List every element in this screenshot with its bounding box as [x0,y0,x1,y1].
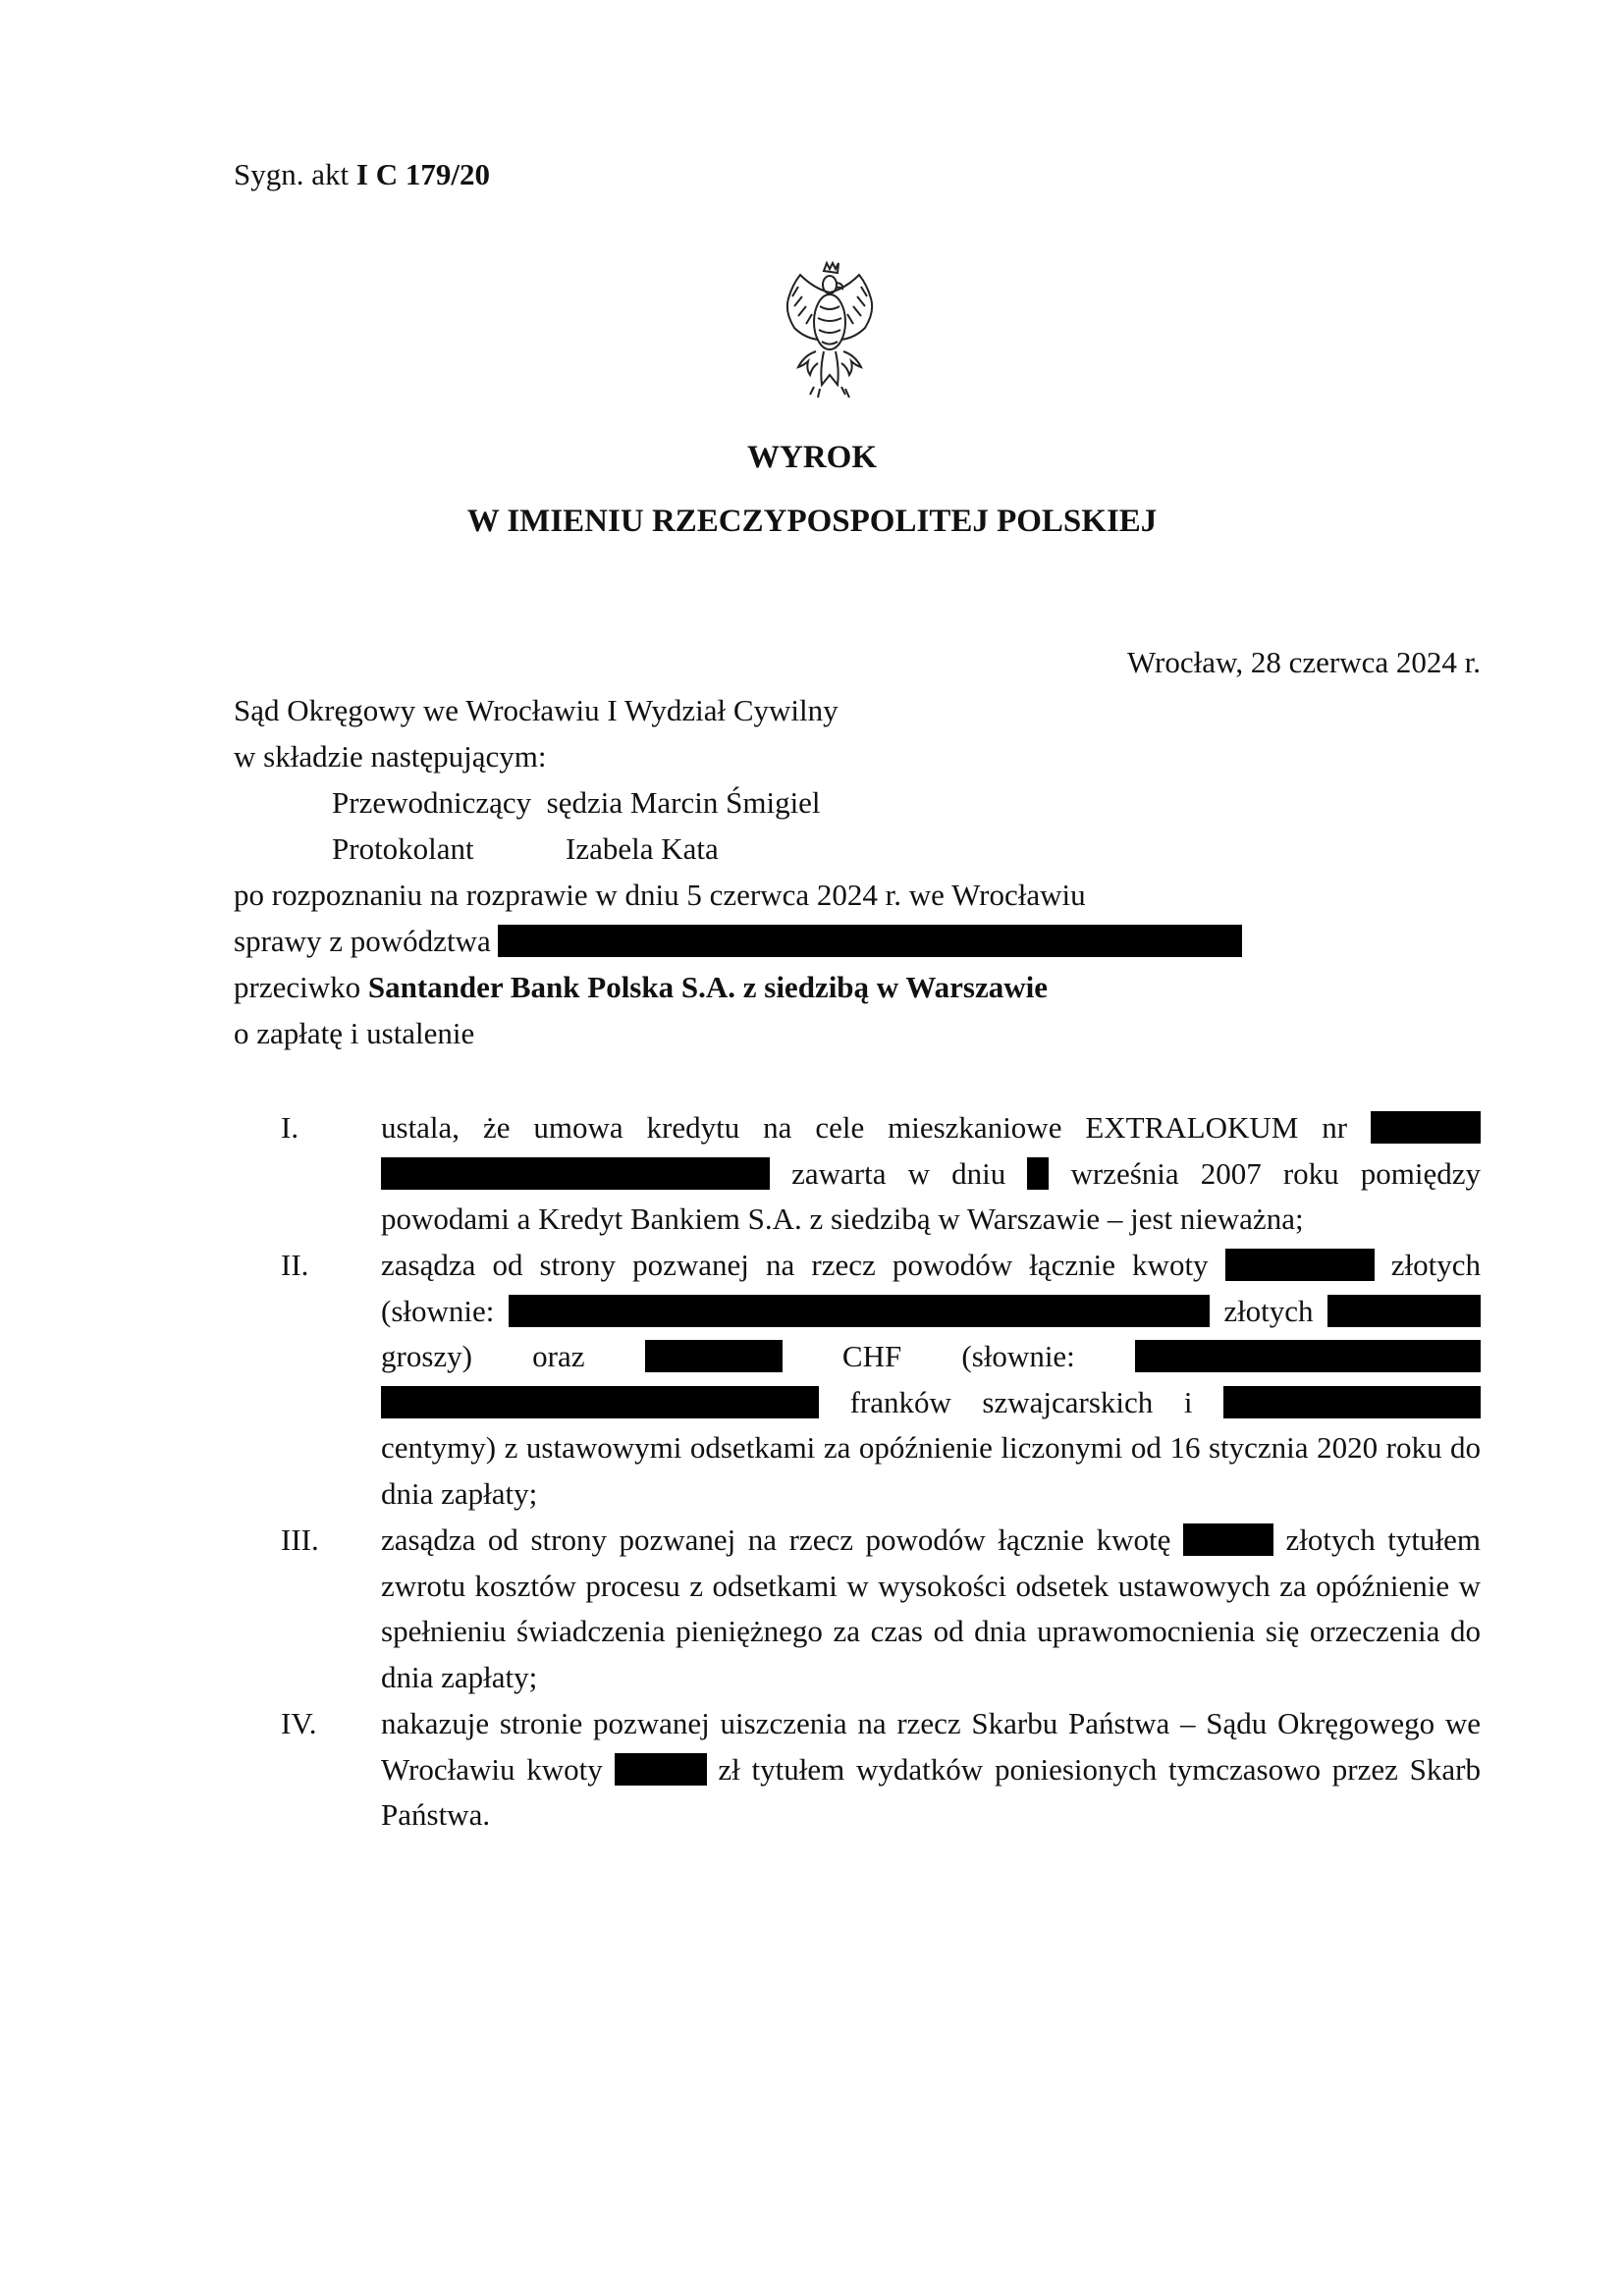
hearing-info: po rozpoznaniu na rozprawie w dniu 5 czerwca 2024 r. we Wrocławiu [234,878,1086,912]
ruling-text-fragment: ustala, że umowa kredytu na cele mieszkaniowe EXTRALOKUM nr [381,1110,1348,1145]
case-signature-label: Sygn. akt [234,157,350,191]
redaction-block [381,1157,770,1190]
clerk-name: Izabela Kata [566,831,719,866]
ruling-text-fragment: złotych [1223,1293,1314,1328]
redaction-block [509,1295,1210,1327]
ruling-text-fragment: zasądza od strony pozwanej na rzecz powodów łącznie kwoty [381,1248,1209,1282]
case-subject: o zapłatę i ustalenie [234,1016,475,1050]
defendant-row [234,968,1048,1007]
ruling-text-fragment: września 2007 roku pomiędzy powodami a Kredyt Bankiem S.A. z siedzibą w Warszawie – jest nieważna; [381,1155,1482,1237]
case-signature-number: I C 179/20 [355,157,490,191]
defendant-label: przeciwko [234,970,361,1004]
redaction-block [1225,1249,1375,1281]
place-and-date: Wrocław, 28 czerwca 2024 r. [1127,645,1481,679]
redaction-block [1027,1157,1049,1190]
ruling-item-number: III. [281,1522,319,1557]
redaction-block [615,1753,707,1786]
chair-label: Przewodniczący [332,785,532,820]
court-composition-label: w składzie następującym: [234,739,547,774]
ruling-text-fragment: złotych tytułem zwrotu kosztów procesu z odsetkami w wysokości odsetek ustawowych za opóźnienie w spełnieniu świadczenia pieniężnego za czas od dnia uprawomocnienia się orzeczenia do dnia zapłaty; [381,1522,1481,1694]
court-name: Sąd Okręgowy we Wrocławiu I Wydział Cywilny [234,693,839,727]
ruling-item-text [381,1243,1481,1518]
redaction-block [1183,1523,1273,1556]
chair-name: sędzia Marcin Śmigiel [546,785,821,820]
ruling-text-fragment: złotych (słownie: [381,1248,1482,1328]
ruling-text-fragment: zł tytułem wydatków poniesionych tymczasowo przez Skarb Państwa. [381,1751,1482,1833]
ruling-item-text [381,1518,1481,1700]
redaction-block [645,1340,783,1372]
plaintiff-row [234,922,1242,961]
ruling-text-fragment: zasądza od strony pozwanej na rzecz powodów łącznie kwotę [381,1522,1171,1557]
ruling-text-fragment: groszy) oraz [381,1339,585,1374]
ruling-text-fragment: CHF (słownie: [841,1339,1075,1374]
judgment-subtitle: W IMIENIU RZECZYPOSPOLITEJ POLSKIEJ [466,504,1158,539]
defendant-name: Santander Bank Polska S.A. z siedzibą w Warszawie [367,970,1049,1004]
redaction-block [1135,1340,1481,1372]
redaction-block [381,1386,819,1418]
ruling-text-fragment: franków szwajcarskich i [849,1384,1193,1419]
redaction-block [1327,1295,1481,1327]
polish-eagle-emblem-icon [785,257,876,402]
clerk-label: Protokolant [332,831,474,866]
ruling-item-text [381,1105,1481,1243]
case-signature [234,157,490,192]
chair-row [332,783,821,823]
plaintiff-label: sprawy z powództwa [234,924,491,958]
ruling-item-number: II. [281,1248,309,1282]
judgment-title: WYROK [747,440,877,475]
ruling-text-fragment: centymy) z ustawowymi odsetkami za opóźnienie liczonymi od 16 stycznia 2020 roku do dnia zapłaty; [381,1430,1481,1511]
ruling-item-number: I. [281,1110,299,1145]
clerk-row [332,829,719,869]
redaction-block [1223,1386,1481,1418]
ruling-text-fragment: zawarta w dniu [791,1155,1006,1191]
redaction-block [1371,1111,1481,1144]
redaction-block [498,925,1242,957]
ruling-item-text [381,1701,1481,1839]
ruling-text-fragment: nakazuje stronie pozwanej uiszczenia na rzecz Skarbu Państwa – Sądu Okręgowego we Wrocławiu kwoty [381,1706,1481,1787]
ruling-item-number: IV. [281,1706,317,1740]
